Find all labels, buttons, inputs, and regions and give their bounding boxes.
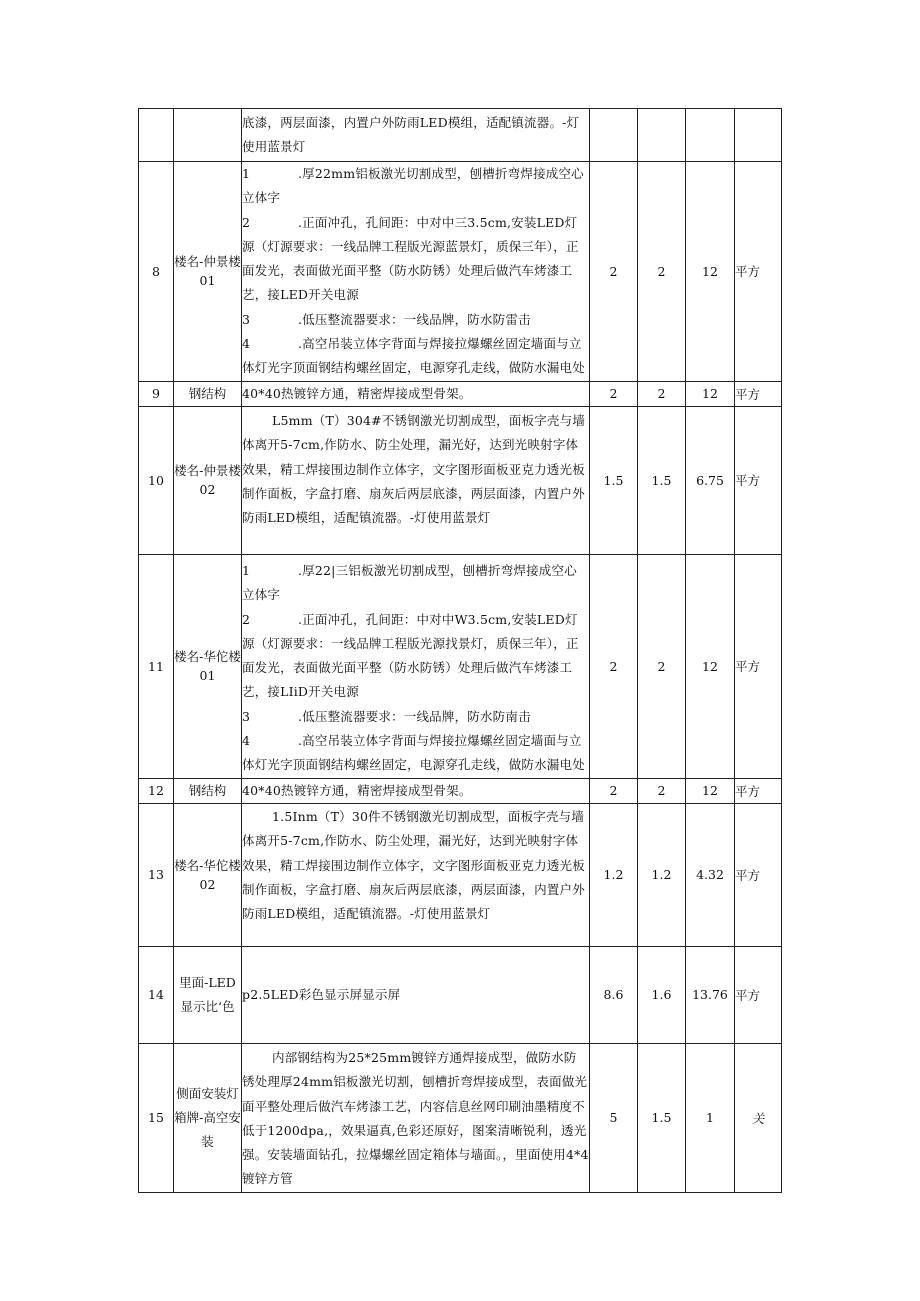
item-name: 侧面安装灯箱牌-高空安装 (174, 1043, 242, 1192)
table-row (139, 109, 782, 162)
item-description: 40*40热镀锌方通，精密焊接成型骨架。 (242, 381, 590, 406)
length-value (590, 109, 638, 162)
item-name: 钢结构 (174, 381, 242, 406)
unit-value: 关 (735, 1043, 782, 1192)
length-value: 8.6 (590, 946, 638, 1043)
item-description (242, 554, 590, 778)
row-number: 15 (139, 1043, 174, 1192)
length-value: 1.2 (590, 803, 638, 946)
item-name: 里面-LED显示比‘色 (174, 946, 242, 1043)
unit-value: 平方 (735, 162, 782, 382)
spec-item: 2 .正面冲孔，孔间距：中对中W3.5cm,安装LED灯源（灯源要求：一线品牌工程版光源找景灯，质保三年），正面发光，表面做光面平整（防水防锈）处理后做汽车烤漆工艺，接LIiD开关电源 (242, 611, 579, 700)
area-value: 12 (686, 381, 735, 406)
area-value (686, 109, 735, 162)
table-row (139, 554, 782, 778)
area-value: 12 (686, 778, 735, 803)
width-value: 1.5 (638, 406, 686, 554)
item-description: 1.5Inm（T）30件不锈钢激光切割成型，面板字壳与墙体离开5-7cm,作防水、防尘处理，漏光好，达到光映射字体效果，精工焊接围边制作立体字，文字图形面板亚克力透光板制作面板，字盒打磨、扇灰后两层底漆，两层面漆，内置户外防雨LED模组，适配镇流器。-灯使用蓝景灯 (242, 803, 590, 946)
width-value: 1.5 (638, 1043, 686, 1192)
area-value: 12 (686, 554, 735, 778)
width-value: 2 (638, 778, 686, 803)
area-value: 12 (686, 162, 735, 382)
unit-value: 平方 (735, 381, 782, 406)
row-number: 8 (139, 162, 174, 382)
width-value: 2 (638, 554, 686, 778)
width-value: 2 (638, 381, 686, 406)
width-value (638, 109, 686, 162)
unit-value: 平方 (735, 778, 782, 803)
table-row (139, 946, 782, 1043)
unit-value: 平方 (735, 554, 782, 778)
item-description: 40*40热镀锌方通，精密焊接成型骨架。 (242, 778, 590, 803)
item-name: 楼名-仲景楼02 (174, 406, 242, 554)
spec-item: 1 .厚22|三铝板激光切割成型，刨槽折弯焊接成空心立体字 (242, 562, 577, 603)
item-name: 楼名-华佗楼02 (174, 803, 242, 946)
quotation-table (138, 108, 782, 1193)
row-number: 11 (139, 554, 174, 778)
table-row (139, 162, 782, 382)
row-number: 14 (139, 946, 174, 1043)
row-number: 13 (139, 803, 174, 946)
item-description: p2.5LED彩色显示屏显示屏 (242, 946, 590, 1043)
length-value: 5 (590, 1043, 638, 1192)
unit-value (735, 109, 782, 162)
spec-item: 4 .高空吊装立体字背面与焊接拉爆螺丝固定墙面与立体灯光字顶面钢结构螺丝固定，电源穿孔走线，做防水漏电处 (242, 336, 585, 376)
row-number: 9 (139, 381, 174, 406)
item-description: L5mm（T）304#不锈钢激光切割成型，面板字壳与墙体离开5-7cm,作防水、防尘处理，漏光好，达到光映射字体效果，精工焊接围边制作立体字，文字图形面板亚克力透光板制作面板，字盒打磨、扇灰后两层底漆，两层面漆，内置户外防雨LED模组，适配镇流器。-灯使用蓝景灯 (242, 406, 590, 554)
length-value: 2 (590, 381, 638, 406)
item-name: 楼名-华佗楼01 (174, 554, 242, 778)
spec-item: 1 .厚22mm铝板激光切割成型，刨槽折弯焊接成空心立体字 (242, 166, 584, 206)
length-value: 2 (590, 554, 638, 778)
table-row (139, 1043, 782, 1192)
unit-value: 平方 (735, 803, 782, 946)
width-value: 2 (638, 162, 686, 382)
row-number (139, 109, 174, 162)
item-name (174, 109, 242, 162)
width-value: 1.2 (638, 803, 686, 946)
unit-value: 平方 (735, 406, 782, 554)
area-value: 6.75 (686, 406, 735, 554)
length-value: 1.5 (590, 406, 638, 554)
unit-value: 平方 (735, 946, 782, 1043)
item-name: 楼名-仲景楼01 (174, 162, 242, 382)
item-description (242, 162, 590, 382)
width-value: 1.6 (638, 946, 686, 1043)
item-description: 内部钢结构为25*25mm镀锌方通焊接成型，做防水防锈处理厚24mm铝板激光切割，刨槽折弯焊接成型，表面做光面平整处理后做汽车烤漆工艺，内容信息丝网印刷油墨精度不低于1200dpa,，效果逼真,色彩还原好，图案清晰锐利，透光强。安装墙面钻孔，拉爆螺丝固定箱体与墙面。，里面使用4*4镀锌方管 (242, 1043, 590, 1192)
row-number: 10 (139, 406, 174, 554)
spec-item: 2 .正面冲孔，孔间距：中对中三3.5cm,安装LED灯源（灯源要求：一线品牌工程版光源蓝景灯，质保三年），正面发光，表面做光面平整（防水防锈）处理后做汽车烤漆工艺，接LED开关电源 (242, 214, 579, 303)
spec-item: 3 .低压整流器要求：一线品牌，防水防雷击 (242, 311, 531, 327)
area-value: 13.76 (686, 946, 735, 1043)
table-row (139, 381, 782, 406)
length-value: 2 (590, 162, 638, 382)
item-name: 钢结构 (174, 778, 242, 803)
length-value: 2 (590, 778, 638, 803)
spec-item: 3 .低压整流器要求：一线品牌，防水防南击 (242, 708, 531, 724)
item-description: 底漆，两层面漆，内置户外防雨LED模组，适配镇流器。-灯使用蓝景灯 (242, 109, 590, 162)
row-number: 12 (139, 778, 174, 803)
spec-item: 4 .高空吊装立体字背面与焊接拉爆螺丝固定墙面与立体灯光字顶面钢结构螺丝固定，电源穿孔走线，做防水漏电处 (242, 733, 585, 773)
area-value: 4.32 (686, 803, 735, 946)
table-row (139, 406, 782, 554)
area-value: 1 (686, 1043, 735, 1192)
table-row (139, 803, 782, 946)
table-row (139, 778, 782, 803)
